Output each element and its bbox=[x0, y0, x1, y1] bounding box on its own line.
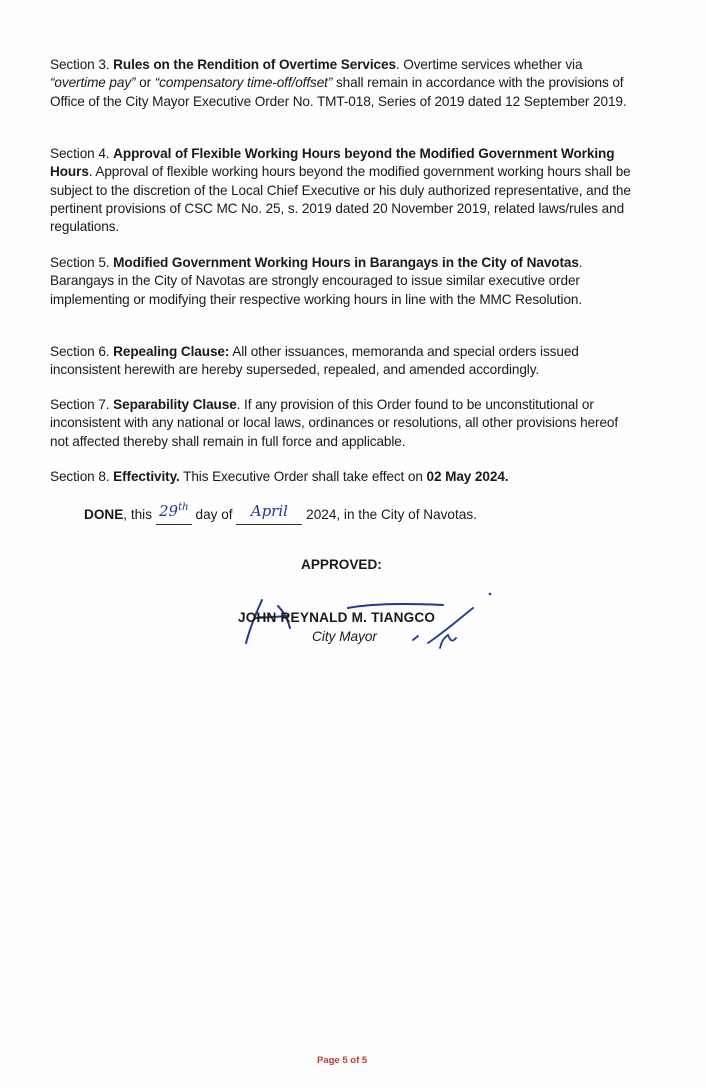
section-3-title: Rules on the Rendition of Overtime Services bbox=[113, 57, 396, 72]
section-7-title: Separability Clause bbox=[113, 397, 237, 412]
section-8-date: 02 May 2024. bbox=[426, 469, 509, 484]
section-3-text-c: shall remain in accordance with the provisions of Office of the City Mayor Executive Order No. TMT-018, Series of 2019 dated 12 September 2019. bbox=[50, 75, 627, 109]
section-5 bbox=[50, 254, 640, 309]
section-3-italic-b: “compensatory time-off/offset” bbox=[154, 75, 333, 91]
section-3-italic-a: “overtime pay” bbox=[50, 75, 136, 91]
section-5-label: Section 5. bbox=[50, 255, 110, 270]
section-4 bbox=[50, 145, 640, 236]
section-4-title: Approval of Flexible Working Hours beyond the Modified Government Working Hours bbox=[50, 146, 615, 180]
done-text-3: 2024, in the City of Navotas. bbox=[302, 507, 477, 522]
day-field bbox=[156, 502, 192, 525]
section-3 bbox=[50, 56, 640, 111]
section-8-title: Effectivity. bbox=[113, 469, 180, 484]
month-handwritten: April bbox=[250, 502, 288, 520]
done-line bbox=[84, 502, 477, 525]
section-6 bbox=[50, 343, 640, 380]
section-3-label: Section 3. bbox=[50, 57, 110, 72]
section-7 bbox=[50, 396, 640, 451]
section-3-text-a: . Overtime services whether via bbox=[395, 57, 583, 72]
done-text-1: , this bbox=[123, 507, 156, 522]
section-7-label: Section 7. bbox=[50, 397, 110, 412]
done-text-2: day of bbox=[191, 507, 237, 522]
section-5-title: Modified Government Working Hours in Barangays in the City of Navotas bbox=[113, 255, 579, 270]
page-number: Page 5 of 5 bbox=[317, 1055, 368, 1066]
section-6-label: Section 6. bbox=[50, 344, 110, 359]
section-6-text: All other issuances, memoranda and special orders issued inconsistent herewith are hereby superseded, repealed, and amended accordingly. bbox=[50, 344, 579, 378]
day-suffix: th bbox=[178, 502, 189, 513]
section-4-label: Section 4. bbox=[50, 146, 110, 161]
done-lead: DONE bbox=[84, 507, 124, 522]
section-3-text-b: or bbox=[135, 75, 155, 91]
signature-block bbox=[228, 588, 508, 658]
section-8 bbox=[50, 468, 640, 486]
section-8-text: This Executive Order shall take effect on bbox=[179, 469, 427, 484]
section-4-text: . Approval of flexible working hours beyond the modified government working hours shall be subject to the discretion of the Local Chief Executive or his duly authorized representative, and the pertinent provisions of CSC MC No. 25, s. 2019 dated 20 November 2019, related laws/rules and regulations. bbox=[50, 164, 631, 235]
section-7-text: . If any provision of this Order found to be unconstitutional or inconsistent with any national or local laws, ordinances or resolutions, all other provisions hereof not affected thereby shall remain in full force and applicable. bbox=[50, 397, 619, 449]
section-8-label: Section 8. bbox=[50, 469, 110, 484]
day-value: 29 bbox=[158, 502, 179, 520]
section-6-title: Repealing Clause: bbox=[113, 344, 230, 359]
signatory-name: JOHN REYNALD M. TIANGCO bbox=[238, 610, 436, 625]
signatory-title: City Mayor bbox=[312, 629, 377, 644]
month-field bbox=[236, 502, 302, 525]
section-5-text: . Barangays in the City of Navotas are strongly encouraged to issue similar executive order implementing or modifying their respective working hours in line with the MMC Resolution. bbox=[50, 255, 583, 307]
day-handwritten bbox=[159, 502, 189, 520]
approved-label: APPROVED: bbox=[301, 557, 382, 572]
